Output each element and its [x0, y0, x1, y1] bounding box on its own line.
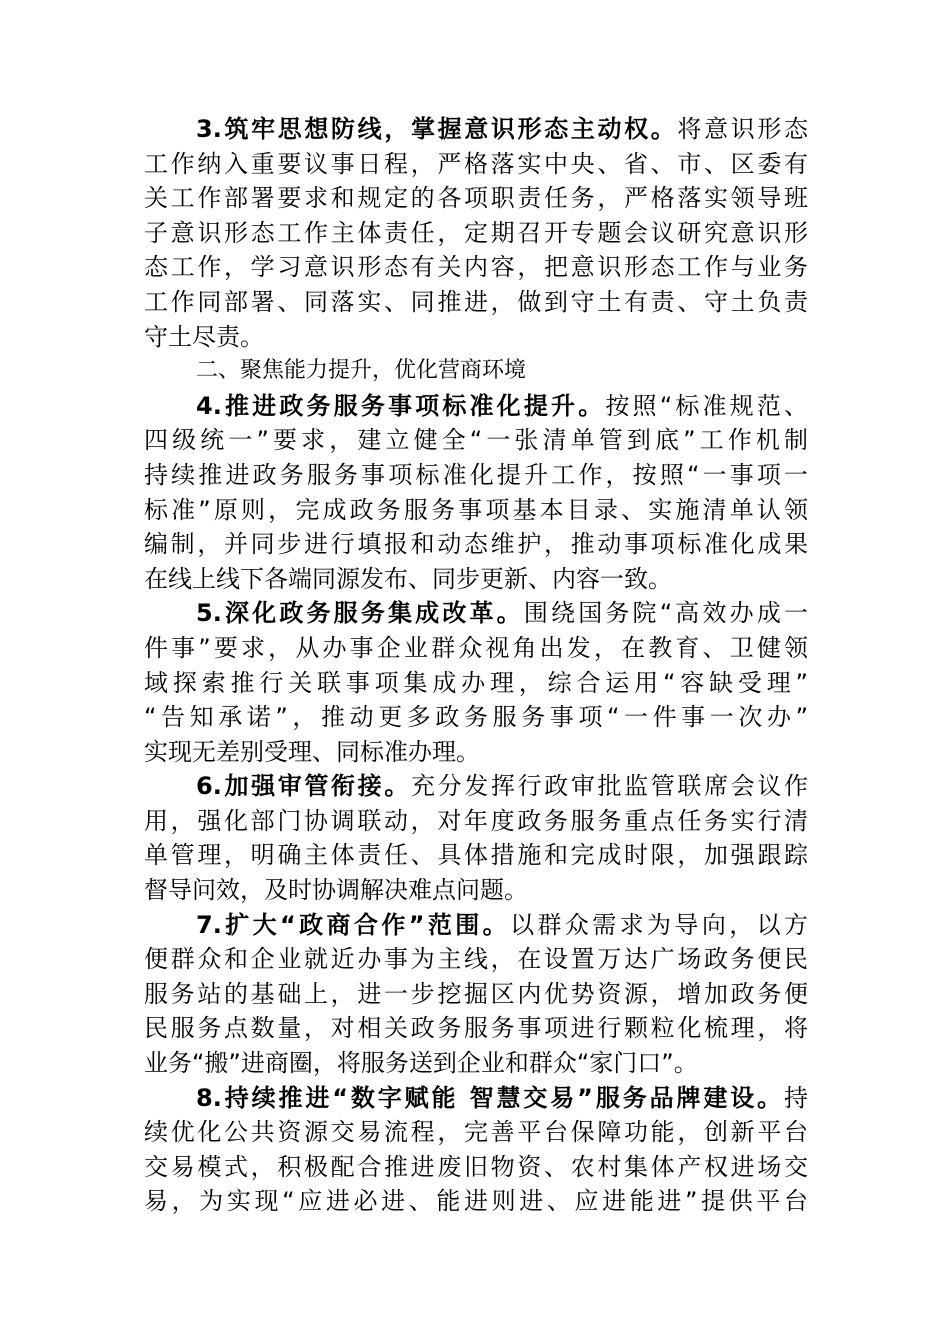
item-lead: 4.推进政务服务事项标准化提升。: [196, 391, 606, 420]
paragraph-line: 单管理，明确主体责任、具体措施和完成时限，加强跟踪: [144, 841, 808, 870]
paragraph-item-7: [144, 908, 808, 1081]
item-text: 持: [784, 1083, 808, 1112]
paragraph-line: 服务站的基础上，进一步挖掘区内优势资源，增加政务便: [144, 979, 808, 1008]
paragraph-line: 便群众和企业就近办事为主线，在设置万达广场政务便民: [144, 945, 808, 974]
paragraph-line: 持续推进政务服务事项标准化提升工作，按照“一事项一: [144, 460, 808, 489]
paragraph-first-line: [144, 1081, 808, 1116]
item-text: 充分发挥行政审批监管联席会议作: [410, 772, 809, 801]
section-heading: 二、聚焦能力提升，优化营商环境: [196, 358, 527, 384]
paragraph-line: 域探索推行关联事项集成办理，综合运用“容缺受理”: [144, 668, 808, 697]
document-body: [144, 112, 808, 1219]
paragraph-line: 易，为实现“应进必进、能进则进、应进能进”提供平台: [144, 1187, 808, 1216]
paragraph-line: 态工作，学习意识形态有关内容，把意识形态工作与业务: [144, 253, 808, 282]
paragraph-line: 在线上线下各端同源发布、同步更新、内容一致。: [144, 564, 672, 593]
paragraph-line: 子意识形态工作主体责任，定期召开专题会议研究意识形: [144, 218, 808, 247]
paragraph-line: 四级统一”要求，建立健全“一张清单管到底”工作机制: [144, 426, 808, 455]
item-lead: 5.深化政务服务集成改革。: [196, 599, 524, 628]
paragraph-line: 用，强化部门协调联动，对年度政务服务重点任务实行清: [144, 806, 808, 835]
item-text: 围绕国务院“高效办成一: [523, 599, 808, 628]
paragraph-item-5: [144, 596, 808, 769]
paragraph-line: 件事”要求，从办事企业群众视角出发，在教育、卫健领: [144, 633, 808, 662]
paragraph-line: 民服务点数量，对相关政务服务事项进行颗粒化梳理，将: [144, 1014, 808, 1043]
paragraph-line: 编制，并同步进行填报和动态维护，推动事项标准化成果: [144, 530, 808, 559]
paragraph-first-line: [144, 769, 808, 804]
paragraph-line: 实现无差别受理、同标准办理。: [144, 737, 480, 766]
paragraph-line: 守土尽责。: [144, 322, 264, 351]
paragraph-item-8: [144, 1081, 808, 1219]
item-lead: 8.持续推进“数字赋能 智慧交易”服务品牌建设。: [196, 1083, 784, 1112]
paragraph-line: 续优化公共资源交易流程，完善平台保障功能，创新平台: [144, 1118, 808, 1147]
paragraph-line: 业务“搬”进商圈，将服务送到企业和群众“家门口”。: [144, 1049, 698, 1078]
paragraph-first-line: [144, 908, 808, 943]
paragraph-item-3: [144, 112, 808, 354]
paragraph-line: “告知承诺”，推动更多政务服务事项“一件事一次办”: [144, 703, 808, 732]
item-lead: 3.筑牢思想防线，掌握意识形态主动权。: [196, 115, 678, 143]
item-text: 以群众需求为导向，以方: [510, 910, 808, 939]
paragraph-line: 关工作部署要求和规定的各项职责任务，严格落实领导班: [144, 184, 808, 213]
item-text: 将意识形态: [677, 115, 808, 143]
paragraph-line: 标准”原则，完成政务服务事项基本目录、实施清单认领: [144, 495, 808, 524]
paragraph-line: 交易模式，积极配合推进废旧物资、农村集体产权进场交: [144, 1152, 808, 1181]
paragraph-line: 工作同部署、同落实、同推进，做到守土有责、守土负责: [144, 287, 808, 316]
paragraph-item-4: [144, 389, 808, 597]
paragraph-first-line: [144, 112, 808, 147]
paragraph-line: 督导问效，及时协调解决难点问题。: [144, 876, 528, 905]
item-lead: 6.加强审管衔接。: [196, 772, 411, 801]
paragraph-line: 工作纳入重要议事日程，严格落实中央、省、市、区委有: [144, 149, 808, 178]
paragraph-item-6: [144, 769, 808, 907]
paragraph-first-line: [144, 596, 808, 631]
item-lead: 7.扩大“政商合作”范围。: [196, 910, 511, 939]
paragraph-first-line: [144, 389, 808, 424]
item-text: 按照“标准规范、: [605, 391, 808, 420]
